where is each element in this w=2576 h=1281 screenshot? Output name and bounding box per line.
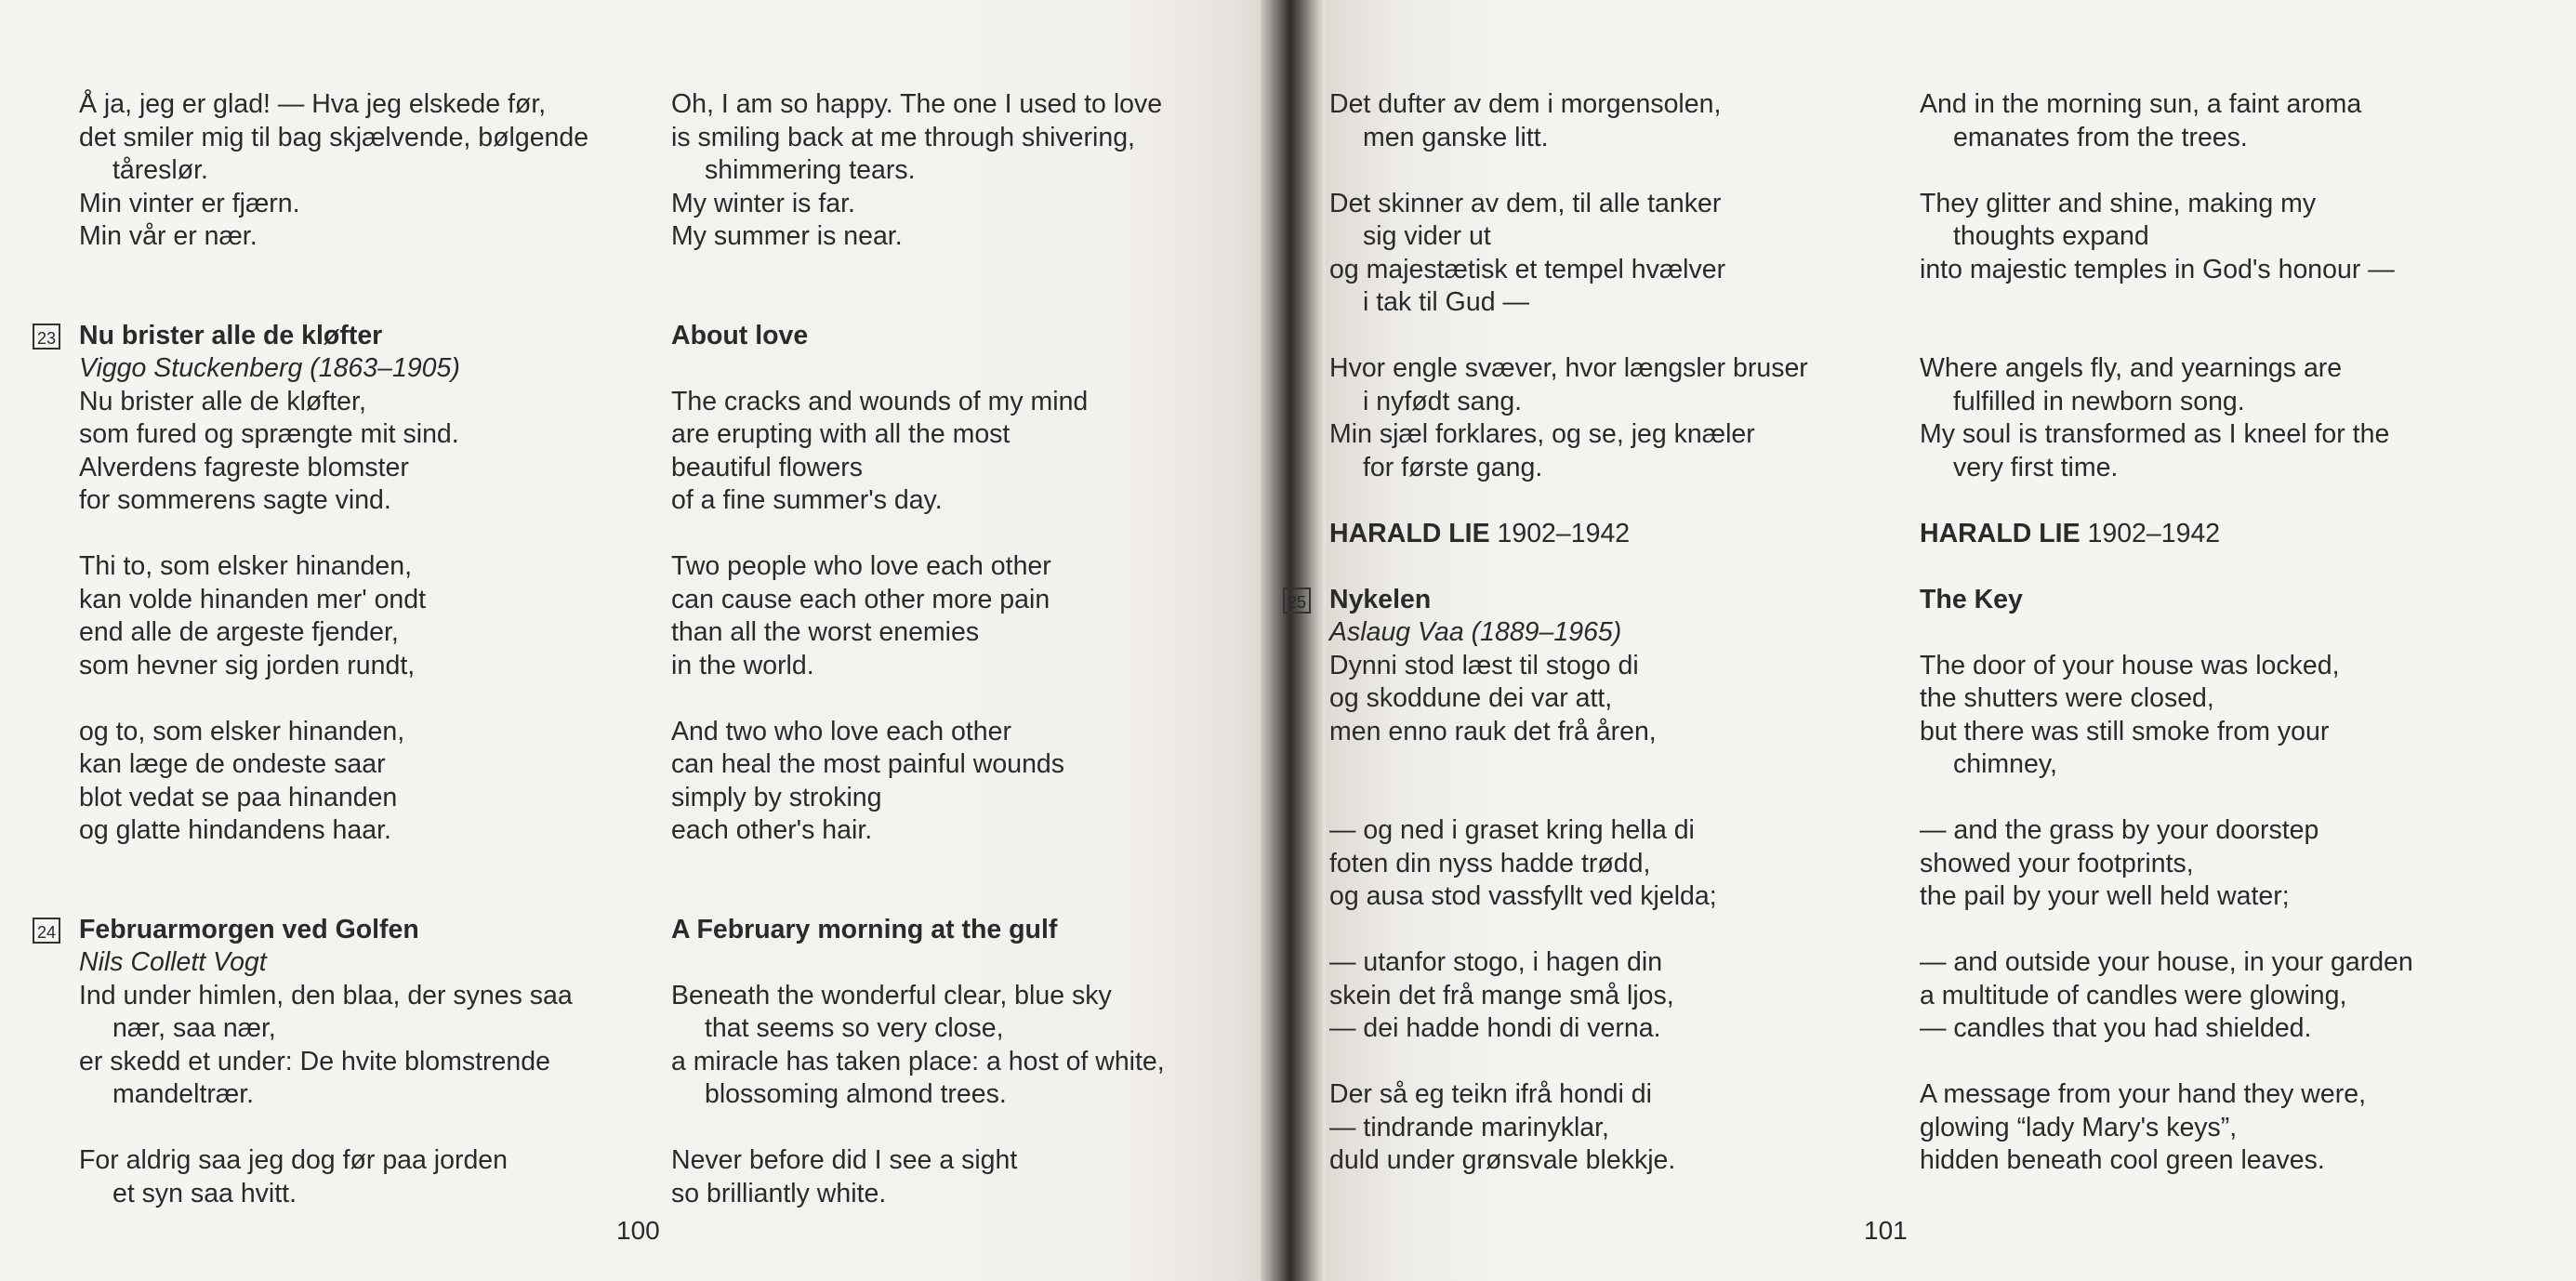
text-line: can cause each other more pain — [671, 584, 1050, 614]
song-heading — [1287, 584, 1887, 617]
composer-heading — [1920, 518, 2496, 551]
text-line: blossoming almond trees. — [705, 1079, 1007, 1109]
text-line: og skoddune dei var att, — [1329, 683, 1613, 713]
song-author: Nils Collett Vogt — [79, 947, 267, 977]
text-line: sig vider ut — [1363, 221, 1491, 251]
page-number-right: 101 — [1864, 1216, 1908, 1245]
text-line: — and outside your house, in your garden — [1920, 947, 2413, 977]
text-line: in the world. — [671, 650, 814, 680]
text-line: i tak til Gud — — [1363, 287, 1529, 317]
text-line: Ind under himlen, den blaa, der synes saa — [79, 980, 573, 1010]
left-column-norwegian — [36, 88, 646, 1210]
text-line: than all the worst enemies — [671, 617, 980, 647]
text-line: og majestætisk et tempel hvælver — [1329, 254, 1726, 284]
text-line: hidden beneath cool green leaves. — [1920, 1145, 2325, 1175]
text-line: can heal the most painful wounds — [671, 749, 1065, 779]
text-line: thoughts expand — [1953, 221, 2149, 251]
text-line: My soul is transformed as I kneel for the — [1920, 419, 2390, 449]
left-column-english — [671, 88, 1248, 1210]
text-line: er skedd et under: De hvite blomstrende — [79, 1046, 550, 1076]
text-line: og glatte hindandens haar. — [79, 815, 391, 845]
composer-name: HARALD LIE — [1920, 518, 2081, 548]
text-line: And in the morning sun, a faint aroma — [1920, 89, 2362, 119]
text-line: The cracks and wounds of my mind — [671, 386, 1089, 416]
text-line: a multitude of candles were glowing, — [1920, 980, 2347, 1010]
song-heading — [36, 320, 646, 353]
text-line: of a fine summer's day. — [671, 485, 943, 515]
text-line: into majestic temples in God's honour — — [1920, 254, 2395, 284]
text-line: tåreslør. — [112, 155, 208, 185]
book-gutter — [1261, 0, 1326, 1281]
composer-name: HARALD LIE — [1329, 518, 1490, 548]
text-line: shimmering tears. — [705, 155, 916, 185]
text-line: og to, som elsker hinanden, — [79, 716, 405, 746]
text-line: Alverdens fagreste blomster — [79, 452, 409, 482]
text-line: but there was still smoke from your — [1920, 716, 2330, 746]
text-line: very first time. — [1953, 452, 2119, 482]
text-line: Det skinner av dem, til alle tanker — [1329, 188, 1722, 218]
text-line: foten din nyss hadde trødd, — [1329, 848, 1651, 878]
text-line: Det dufter av dem i morgensolen, — [1329, 89, 1722, 119]
text-line: Min vår er nær. — [79, 221, 258, 251]
text-line: som hevner sig jorden rundt, — [79, 650, 416, 680]
text-line: Hvor engle svæver, hvor længsler bruser — [1329, 353, 1808, 383]
text-line: skein det frå mange små ljos, — [1329, 980, 1674, 1010]
text-line: for første gang. — [1363, 452, 1543, 482]
text-line: end alle de argeste fjender, — [79, 617, 399, 647]
text-line: som fured og sprængte mit sind. — [79, 419, 459, 449]
page-number-left: 100 — [616, 1216, 660, 1245]
text-line: Min sjæl forklares, og se, jeg knæler — [1329, 419, 1755, 449]
text-line: are erupting with all the most — [671, 419, 1011, 449]
text-line: Nu brister alle de kløfter, — [79, 386, 366, 416]
track-number-badge: 23 — [33, 324, 60, 350]
song-title: Februarmorgen ved Golfen — [79, 914, 419, 944]
text-line: is smiling back at me through shivering, — [671, 122, 1135, 152]
text-line: men ganske litt. — [1363, 122, 1549, 152]
text-line: Where angels fly, and yearnings are — [1920, 353, 2343, 383]
song-title: Nykelen — [1329, 584, 1432, 614]
text-line: the pail by your well held water; — [1920, 881, 2290, 911]
text-line: — and the grass by your doorstep — [1920, 815, 2319, 845]
text-line: Å ja, jeg er glad! — Hva jeg elskede før, — [79, 89, 547, 119]
text-line: My winter is far. — [671, 188, 855, 218]
text-line: duld under grønsvale blekkje. — [1329, 1145, 1676, 1175]
text-line: — og ned i graset kring hella di — [1329, 815, 1695, 845]
text-line: — utanfor stogo, i hagen din — [1329, 947, 1663, 977]
text-line: the shutters were closed, — [1920, 683, 2214, 713]
text-line: — tindrande marinyklar, — [1329, 1112, 1609, 1142]
text-line: Two people who love each other — [671, 551, 1051, 581]
text-line: emanates from the trees. — [1953, 122, 2248, 152]
text-line: so brilliantly white. — [671, 1178, 887, 1208]
text-line: that seems so very close, — [705, 1013, 1004, 1043]
text-line: glowing “lady Mary's keys”, — [1920, 1112, 2238, 1142]
song-title: The Key — [1920, 584, 2023, 614]
text-line: a miracle has taken place: a host of white, — [671, 1046, 1165, 1076]
text-line: They glitter and shine, making my — [1920, 188, 2317, 218]
text-line: chimney, — [1953, 749, 2057, 779]
text-line: The door of your house was locked, — [1920, 650, 2340, 680]
track-number-badge: 24 — [33, 918, 60, 944]
text-line: — dei hadde hondi di verna. — [1329, 1013, 1661, 1043]
text-line: kan volde hinanden mer' ondt — [79, 584, 427, 614]
song-title: A February morning at the gulf — [671, 914, 1058, 944]
text-line: Der så eg teikn ifrå hondi di — [1329, 1079, 1652, 1109]
text-line: simply by stroking — [671, 782, 882, 812]
track-number-badge: 25 — [1283, 588, 1311, 614]
song-heading — [36, 914, 646, 947]
text-line: A message from your hand they were, — [1920, 1079, 2366, 1109]
text-line: mandeltrær. — [112, 1079, 255, 1109]
text-line: And two who love each other — [671, 716, 1011, 746]
composer-years: 1902–1942 — [1497, 518, 1631, 548]
text-line: og ausa stod vassfyllt ved kjelda; — [1329, 881, 1717, 911]
composer-heading — [1329, 518, 1887, 551]
composer-years: 1902–1942 — [2087, 518, 2221, 548]
text-line: Min vinter er fjærn. — [79, 188, 300, 218]
text-line: — candles that you had shielded. — [1920, 1013, 2312, 1043]
text-line: et syn saa hvitt. — [112, 1178, 297, 1208]
song-author: Aslaug Vaa (1889–1965) — [1329, 617, 1622, 647]
text-line: Oh, I am so happy. The one I used to love — [671, 89, 1163, 119]
text-line: blot vedat se paa hinanden — [79, 782, 398, 812]
text-line: fulfilled in newborn song. — [1953, 386, 2245, 416]
text-line: nær, saa nær, — [112, 1013, 276, 1043]
text-line: i nyfødt sang. — [1363, 386, 1523, 416]
text-line: for sommerens sagte vind. — [79, 485, 391, 515]
text-line: each other's hair. — [671, 815, 873, 845]
text-line: showed your footprints, — [1920, 848, 2194, 878]
song-title: Nu brister alle de kløfter — [79, 320, 383, 350]
song-title: About love — [671, 320, 809, 350]
text-line: My summer is near. — [671, 221, 903, 251]
right-column-english — [1920, 88, 2496, 1178]
text-line: For aldrig saa jeg dog før paa jorden — [79, 1145, 509, 1175]
text-line: men enno rauk det frå åren, — [1329, 716, 1657, 746]
text-line: det smiler mig til bag skjælvende, bølgende — [79, 122, 589, 152]
text-line: Dynni stod læst til stogo di — [1329, 650, 1639, 680]
text-line: Never before did I see a sight — [671, 1145, 1018, 1175]
song-author: Viggo Stuckenberg (1863–1905) — [79, 353, 460, 383]
right-column-norwegian — [1287, 88, 1887, 1178]
text-line: Beneath the wonderful clear, blue sky — [671, 980, 1112, 1010]
text-line: beautiful flowers — [671, 452, 863, 482]
text-line: kan læge de ondeste saar — [79, 749, 386, 779]
text-line: Thi to, som elsker hinanden, — [79, 551, 413, 581]
